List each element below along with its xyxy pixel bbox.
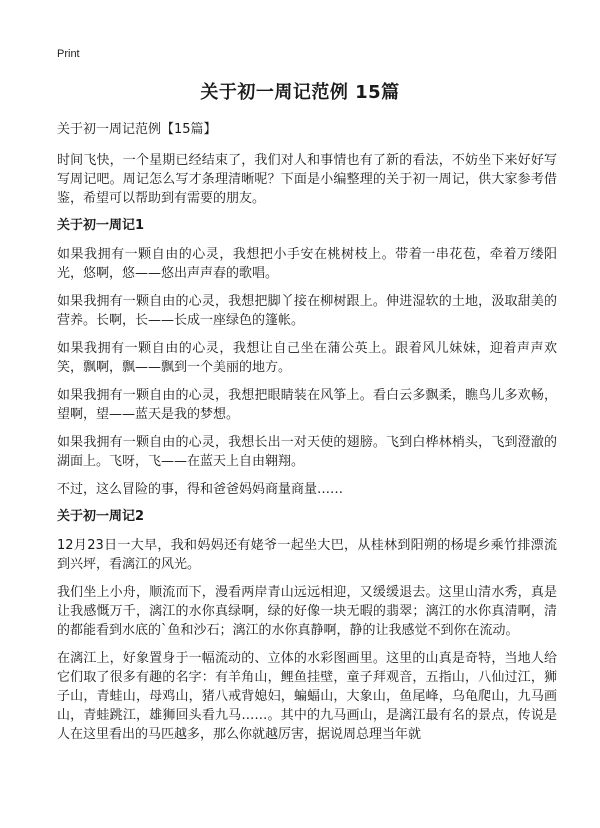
- paragraph: 如果我拥有一颗自由的心灵，我想长出一对天使的翅膀。飞到白桦林梢头，飞到澄澈的湖面上。飞呀，飞——在蓝天上自由翱翔。: [57, 435, 557, 469]
- page-title: 关于初一周记范例 15篇: [200, 82, 400, 103]
- section-1: [57, 217, 557, 499]
- paragraph: 在漓江上，好象置身于一幅流动的、立体的水彩图画里。这里的山真是奇特，当地人给它们取了很多有趣的名字：有羊角山，鲤鱼挂壁，童子拜观音，五指山，八仙过江，狮子山，青蛙山，母鸡山，猪八戒背媳妇，蝙蝠山，大象山，鱼尾峰，乌龟爬山，九马画山，青蛙跳江，雄狮回头看九马……。其中的九马画山，是漓江最有名的景点，传说是人在这里看出的马匹越多，那么你就越厉害，据说周总理当年就: [57, 651, 557, 742]
- intro-paragraph: 时间飞快，一个星期已经结束了，我们对人和事情也有了新的看法，不妨坐下来好好写写周记吧。周记怎么写才条理清晰呢？下面是小编整理的关于初一周记，供大家参考借鉴，希望可以帮助到有需要的朋友。: [57, 153, 557, 206]
- paragraph: 如果我拥有一颗自由的心灵，我想把小手安在桃树枝上。带着一串花苞，牵着万缕阳光，悠啊，悠——悠出声声春的歌唱。: [57, 247, 557, 281]
- document-subtitle: 关于初一周记范例【15篇】: [57, 122, 217, 137]
- paragraph: 如果我拥有一颗自由的心灵，我想把脚丫接在柳树跟上。伸进湿软的土地，汲取甜美的营养。长啊，长——长成一座绿色的篷帐。: [57, 294, 557, 328]
- paragraph: 不过，这么冒险的事，得和爸爸妈妈商量商量……: [57, 482, 344, 497]
- paragraph: 12月23日一大早，我和妈妈还有姥爷一起坐大巴，从桂林到阳朔的杨堤乡乘竹排漂流到兴坪，看漓江的风光。: [57, 538, 557, 572]
- section-heading: 关于初一周记2: [57, 509, 145, 524]
- section-2: [57, 508, 557, 744]
- paragraph: 如果我拥有一颗自由的心灵，我想让自己坐在蒲公英上。跟着风儿妹妹，迎着声声欢笑，飘啊，飘——飘到一个美丽的地方。: [57, 341, 557, 375]
- document-body: [57, 121, 557, 753]
- paragraph: 如果我拥有一颗自由的心灵，我想把眼睛装在风筝上。看白云多飘柔，瞧鸟儿多欢畅，望啊，望——蓝天是我的梦想。: [57, 388, 557, 422]
- print-link[interactable]: Print: [57, 48, 80, 60]
- paragraph: 我们坐上小舟，顺流而下，漫看两岸青山远远相迎，又缓缓退去。这里山清水秀，真是让我感慨万千，漓江的水你真绿啊，绿的好像一块无暇的翡翠；漓江的水你真清啊，清的都能看到水底的`鱼和沙石；漓江的水你真静啊，静的让我感觉不到你在流动。: [57, 585, 557, 638]
- section-heading: 关于初一周记1: [57, 218, 145, 233]
